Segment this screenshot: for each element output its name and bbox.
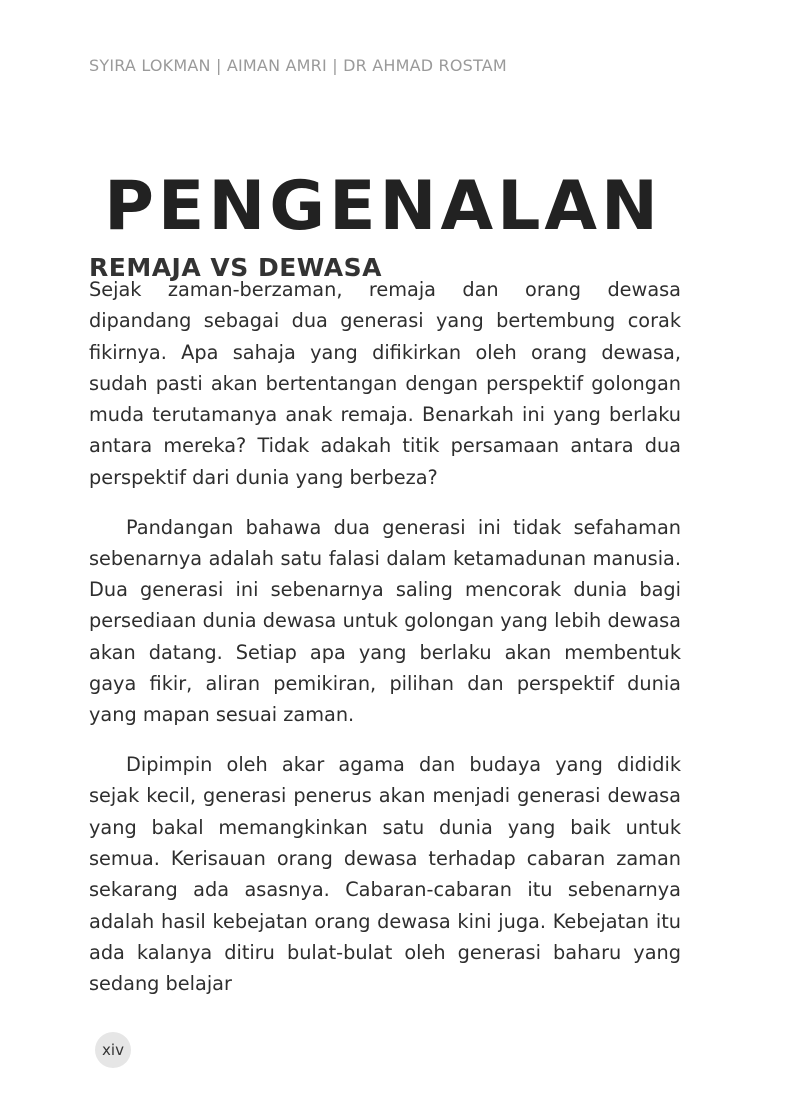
paragraph-1: Sejak zaman-berzaman, remaja dan orang dewasa dipandang sebagai dua generasi yang bertembung corak fikirnya. Apa sahaja yang difikirkan oleh orang dewasa, sudah pasti akan bertentangan dengan perspektif golongan muda terutamanya anak remaja. Benarkah ini yang berlaku antara mereka? Tidak adakah titik persamaan antara dua perspektif dari dunia yang berbeza? bbox=[89, 278, 681, 489]
body-text bbox=[89, 274, 681, 1018]
section-heading: REMAJA VS DEWASA bbox=[89, 252, 382, 282]
paragraph-3: Dipimpin oleh akar agama dan budaya yang dididik sejak kecil, generasi penerus akan menjadi generasi dewasa yang bakal memangkinkan satu dunia yang baik untuk semua. Kerisauan orang dewasa terhadap cabaran zaman sekarang ada asasnya. Cabaran-cabaran itu sebenarnya adalah hasil kebejatan orang dewasa kini juga. Kebejatan itu ada kalanya ditiru bulat-bulat oleh generasi baharu yang sedang belajar bbox=[89, 753, 681, 996]
running-header-authors: SYIRA LOKMAN | AIMAN AMRI | DR AHMAD ROSTAM bbox=[89, 56, 507, 75]
page-number-label: xiv bbox=[102, 1041, 124, 1059]
page-number-badge bbox=[95, 1032, 131, 1068]
paragraph-2: Pandangan bahawa dua generasi ini tidak sefahaman sebenarnya adalah satu falasi dalam ketamadunan manusia. Dua generasi ini sebenarnya saling mencorak dunia bagi persediaan dunia dewasa untuk golongan yang lebih dewasa akan datang. Setiap apa yang berlaku akan membentuk gaya fikir, aliran pemikiran, pilihan dan perspektif dunia yang mapan sesuai zaman. bbox=[89, 515, 681, 727]
chapter-title: PENGENALAN bbox=[104, 166, 662, 246]
